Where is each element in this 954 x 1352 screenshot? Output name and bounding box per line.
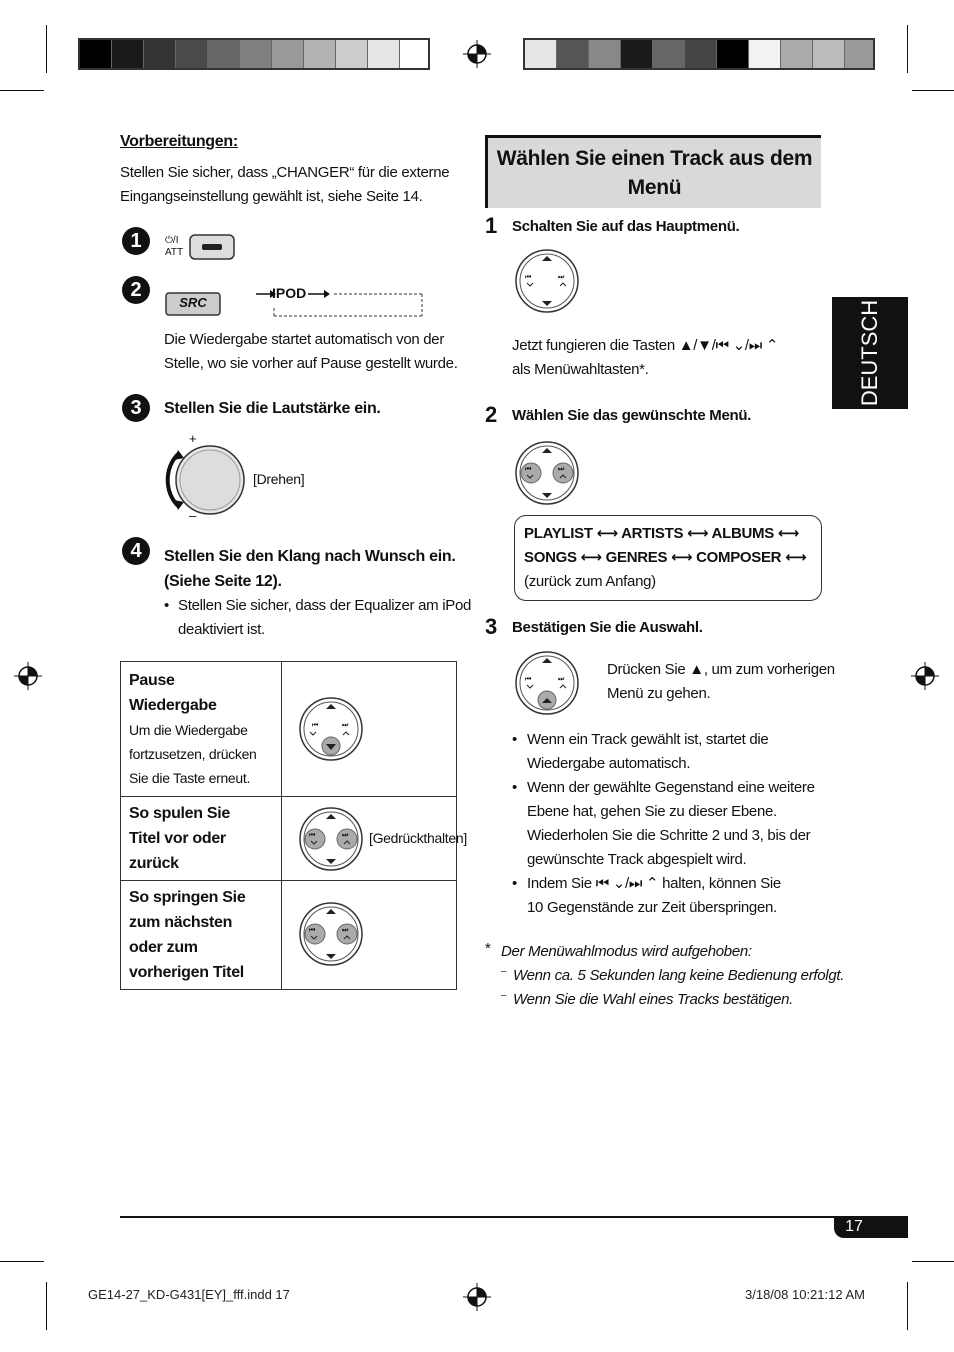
step3-text: Stellen Sie die Lautstärke ein. bbox=[164, 400, 381, 417]
step1-text: Schalten Sie auf das Hauptmenü. bbox=[512, 218, 740, 235]
svg-text:⏭: ⏭ bbox=[342, 831, 349, 839]
svg-text:⏮: ⏮ bbox=[309, 831, 316, 839]
step-number-3: 3 bbox=[122, 394, 150, 422]
table-cell-control bbox=[282, 662, 457, 797]
crop-mark bbox=[912, 1261, 954, 1262]
registration-target-icon bbox=[463, 40, 491, 68]
notes-list bbox=[512, 728, 822, 920]
crop-mark bbox=[0, 90, 44, 91]
ipod-label: IPOD bbox=[272, 285, 307, 301]
power-att-label: ⏻/I ATT bbox=[165, 235, 184, 258]
registration-target-icon bbox=[14, 662, 42, 690]
table-row bbox=[121, 662, 457, 797]
step1-description: Jetzt fungieren die Tasten ▲/▼/⏮ ⌄/⏭ ⌃ als Menüwahltasten*. bbox=[512, 337, 779, 378]
step-number-1: 1 bbox=[485, 213, 498, 238]
knob-plus-label: + bbox=[189, 431, 197, 446]
list-item: • Wenn ein Track gewählt ist, startet die Wiedergabe automatisch. bbox=[512, 731, 769, 772]
menu-cycle-line: PLAYLIST ⟷ ARTISTS ⟷ ALBUMS ⟷ bbox=[524, 525, 799, 542]
table-row bbox=[121, 797, 457, 881]
registration-target-icon bbox=[463, 1283, 491, 1311]
table-cell-label: Pause Wiedergabe Um die Wiedergabe fortzusetzen, drücken Sie die Taste erneut. bbox=[121, 662, 282, 797]
src-button-label: SRC bbox=[179, 295, 207, 310]
svg-text:⏭: ⏭ bbox=[558, 675, 565, 683]
menu-cycle-line: SONGS ⟷ GENRES ⟷ COMPOSER ⟷ bbox=[524, 549, 807, 566]
control-pad-down-icon bbox=[298, 696, 364, 762]
registration-bar-left bbox=[78, 38, 430, 70]
step-number-3: 3 bbox=[485, 614, 498, 639]
list-item: • Wenn der gewählte Gegenstand eine weitere Ebene hat, gehen Sie zu dieser Ebene. Wiederholen Sie die Schritte 2 und 3, bis der gewünschte Track abgespielt wird. bbox=[512, 779, 815, 868]
svg-text:⏮: ⏮ bbox=[312, 721, 319, 729]
svg-text:⏭: ⏭ bbox=[558, 465, 565, 473]
step3-description: Drücken Sie ▲, um zum vorherigen Menü zu gehen. bbox=[607, 661, 835, 702]
operations-table bbox=[120, 661, 467, 990]
step-number-4: 4 bbox=[122, 537, 150, 565]
table-cell-control bbox=[282, 797, 467, 881]
page-number: 17 bbox=[845, 1218, 863, 1235]
step4-bullet: • Stellen Sie sicher, dass der Equalizer am iPod deaktiviert ist. bbox=[164, 597, 472, 638]
menu-cycle-line: (zurück zum Anfang) bbox=[524, 573, 656, 590]
knob-turn-label: [Drehen] bbox=[253, 471, 305, 487]
bottom-rule bbox=[120, 1216, 908, 1218]
table-cell-label: So spulen Sie Titel vor oder zurück bbox=[121, 797, 282, 881]
registration-target-icon bbox=[911, 662, 939, 690]
svg-text:⏮: ⏮ bbox=[525, 465, 532, 473]
step3-text: Bestätigen Sie die Auswahl. bbox=[512, 619, 703, 636]
table-cell-control bbox=[282, 881, 457, 990]
list-item: • Indem Sie ⏮ ⌄/⏭ ⌃ halten, können Sie 10 Gegenstände zur Zeit überspringen. bbox=[512, 875, 781, 916]
step-number-1: 1 bbox=[122, 227, 150, 255]
svg-text:⏭: ⏭ bbox=[558, 273, 565, 281]
footer-file: GE14-27_KD-G431[EY]_fff.indd 17 bbox=[88, 1287, 290, 1302]
crop-mark bbox=[912, 90, 954, 91]
step2-text: Die Wiedergabe startet automatisch von der Stelle, wo sie vorher auf Pause gestellt wurde. bbox=[164, 331, 458, 372]
svg-text:⏭: ⏭ bbox=[342, 721, 349, 729]
control-pad-icon bbox=[514, 248, 580, 314]
control-pad-up-icon bbox=[514, 650, 580, 716]
table-row bbox=[121, 881, 457, 990]
knob-minus-label: – bbox=[189, 508, 197, 523]
control-pad-skip-icon bbox=[514, 440, 580, 506]
crop-mark bbox=[46, 25, 47, 73]
control-pad-skip-icon bbox=[298, 901, 364, 967]
svg-text:⏮: ⏮ bbox=[309, 926, 316, 934]
crop-mark bbox=[0, 1261, 44, 1262]
step-number-2: 2 bbox=[122, 276, 150, 304]
step-number-2: 2 bbox=[485, 402, 498, 427]
control-pad-skip-icon bbox=[298, 806, 364, 872]
crop-mark bbox=[907, 25, 908, 73]
svg-text:⏭: ⏭ bbox=[342, 926, 349, 934]
language-tab: DEUTSCH bbox=[832, 297, 908, 409]
section-heading: Wählen Sie einen Track aus dem Menü bbox=[496, 147, 813, 199]
svg-text:⏮: ⏮ bbox=[525, 675, 532, 683]
crop-mark bbox=[46, 1282, 47, 1330]
step2-text: Wählen Sie das gewünschte Menü. bbox=[512, 407, 752, 424]
prep-text: Stellen Sie sicher, dass „CHANGER“ für die externe Eingangseinstellung gewählt ist, siehe Seite 14. bbox=[120, 164, 450, 205]
table-cell-label: So springen Sie zum nächsten oder zum vorherigen Titel bbox=[121, 881, 282, 990]
crop-mark bbox=[907, 1282, 908, 1330]
svg-text:⏮: ⏮ bbox=[525, 273, 532, 281]
footer-date: 3/18/08 10:21:12 AM bbox=[745, 1287, 865, 1302]
footnote-star: * bbox=[485, 940, 491, 957]
footnote: Der Menüwahlmodus wird aufgehoben: – Wenn ca. 5 Sekunden lang keine Bedienung erfolgt. – Wenn Sie die Wahl eines Tracks bestätigen. bbox=[501, 943, 845, 1008]
volume-knob-icon bbox=[164, 440, 248, 520]
prep-heading: Vorbereitungen: bbox=[120, 133, 238, 150]
menu-cycle-box bbox=[514, 515, 822, 601]
hold-label: [Gedrückthalten] bbox=[369, 830, 467, 846]
step4-text: Stellen Sie den Klang nach Wunsch ein. (Siehe Seite 12). bbox=[164, 548, 456, 590]
registration-bar-right bbox=[523, 38, 875, 70]
power-att-button-icon bbox=[189, 234, 235, 260]
